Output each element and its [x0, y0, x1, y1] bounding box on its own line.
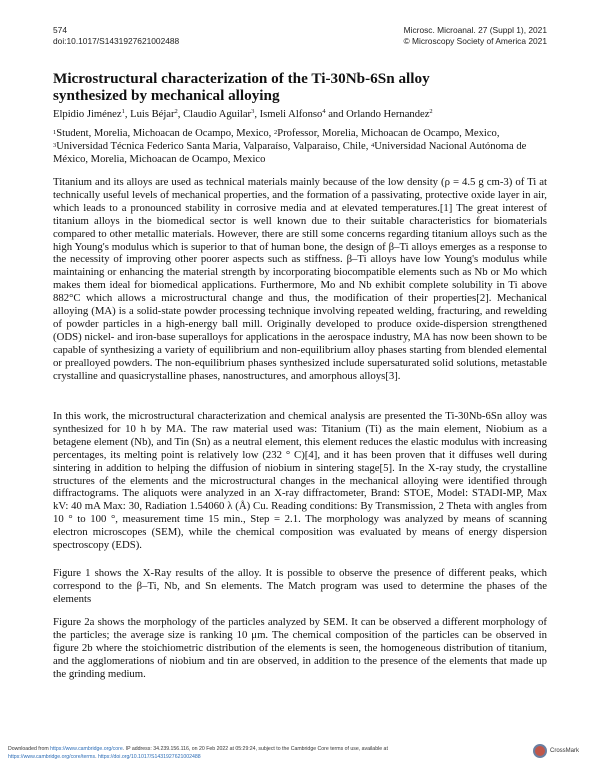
page-number: 574 [53, 25, 67, 35]
article-title: Microstructural characterization of the Ti-30Nb-6Sn alloy synthesized by mechanical alloying [53, 70, 430, 104]
footer-text: . [95, 754, 98, 760]
footer-text: . IP address: 34.239.156.116, on 20 Feb 2022 at 05:29:24, subject to the Cambridge Core terms of use, available at [122, 746, 388, 752]
page-header-right [404, 25, 548, 47]
body-paragraph-figure2: Figure 2a shows the morphology of the particles analyzed by SEM. It can be observed a different morphology of the particles; the average size is ranking 10 μm. The chemical composition of the particles can be observed in figure 2b where the stoichiometric distribution of the elements is seen, the homogeneous distribution of titanium, and the agglomerations of niobium and tin are observed, in addition to the presence of the elements that made up the grinding medium. [53, 616, 547, 680]
author: Orlando Hernandez$^2$ [346, 108, 433, 120]
affiliation: $^2$Professor, Morelia, Michoacan de Ocampo, Mexico, [273, 128, 500, 139]
terms-link[interactable]: https://www.cambridge.org/core/terms [8, 754, 96, 760]
journal-citation: Microsc. Microanal. 27 (Suppl 1), 2021 [403, 25, 547, 35]
crossmark-icon [533, 744, 547, 758]
body-paragraph-methods: In this work, the microstructural characterization and chemical analysis are presented the Ti-30Nb-6Sn alloy was synthesized for 10 h by MA. The raw material used was: Titanium (Ti) as the main element, Niobium as a betagene element (Nb), and Tin (Sn) as a neutral element, this element reduces the elastic modulus with increasing percentages, its melting point is relatively low (232 ° C)[4], and it has been proven that it diffuses well during sintering in addition to helping the diffusion of niobium in sintering stage[5]. In the X-ray study, the crystalline structures of the elements and the microstructural changes in the mechanical alloying were identified through diffractograms. The aliquots were analyzed in an X-ray diffractometer, Brand: STOE, Model: STADI-MP, Max kV: 40 mA Max: 30, Radiation 1.54060 λ (Å) Cu. Reading conditions: By Transmission, 2 Theta with angles from 10 ° to 100 °, measurement time 15 min., Step = 2.1. The morphology was analyzed by means of scanning electron microscopes (SEM), while the chemical composition was evaluated by means of energy dispersion spectroscopy (EDS). [53, 410, 547, 552]
affiliation: $^3$Universidad Técnica Federico Santa Maria, Valparaíso, Valparaiso, Chile, [53, 141, 372, 153]
body-paragraph-intro: Titanium and its alloys are used as technical materials mainly because of the low density (ρ = 4.5 g cm-3) of Ti at technically useful levels of mechanical properties, and the formation of a passivating, protective oxide layer in air, which leads to a pronounced stability in corrosive media and at elevated temperatures.[1] The great interest of titanium alloys in the biomedical sector is well known due to their suitable characteristics for biomaterials compared to other metallic materials. However, there are still some concerns regarding titanium alloys such as the high Young's modulus which is superior to that of human bone, the design of β–Ti alloys emerges as a response to the necessity of improving other poorer aspects such as stiffness. β–Ti alloys have low Young's modulus while maintaining or enhancing the material strength by incorporating biocompatible elements such as Nb or Mo which makes them ideal for biomedical applications. Furthermore, Mo and Nb exhibit complete solubility in Ti above 882°C which allows a microstructural change and thus, the modification of their properties[2]. Mechanical alloying (MA) is a solid-state powder processing technique involving repeated welding, fracturing, and rewelding of powder particles in a high-energy ball mill. Originally developed to produce oxide-dispersion strengthened (ODS) nickel- and iron-base superalloys for applications in the aerospace industry, MA has now been shown to be capable of synthesizing a variety of equilibrium and non-equilibrium alloy phases starting from blended elemental or prealloyed powders. The non-equilibrium phases synthesized include supersaturated solid solutions, metastable crystalline and quasicrystalline phases, nanostructures, and amorphous alloys[3]. [53, 176, 547, 382]
affiliations [53, 127, 553, 167]
download-footer [8, 745, 468, 761]
author: Elpidio Jiménez$^1$, [53, 108, 131, 120]
affiliation: $^1$Student, Morelia, Michoacan de Ocampo, Mexico, [53, 128, 274, 139]
author: Luis Béjar$^2$, [130, 108, 184, 120]
doi: doi:10.1017/S1431927621002488 [53, 36, 180, 46]
cambridge-core-link[interactable]: https://www.cambridge.org/core [50, 746, 123, 752]
crossmark-badge[interactable] [533, 744, 579, 758]
body-paragraph-figure1: Figure 1 shows the X-Ray results of the alloy. It is possible to observe the presence of different peaks, which correspond to the β–Ti, Nb, and Sn elements. The Match program was used to determine the phases of the elements [53, 567, 547, 605]
footer-text: Downloaded from [8, 746, 51, 752]
author: Ismeli Alfonso$^4$ and [259, 108, 347, 120]
copyright: © Microscopy Society of America 2021 [403, 36, 547, 46]
author: Claudio Aguilar$^3$, [183, 108, 260, 120]
doi-link[interactable]: https://doi.org/10.1017/S1431927621002488 [97, 754, 201, 760]
crossmark-label: CrossMark [550, 748, 580, 754]
page-header-left [53, 25, 179, 47]
affiliation: $^4$Universidad Nacional Autónoma de México, Morelia, Michoacan de Ocampo, Mexico [53, 141, 527, 166]
author-list [53, 109, 433, 120]
